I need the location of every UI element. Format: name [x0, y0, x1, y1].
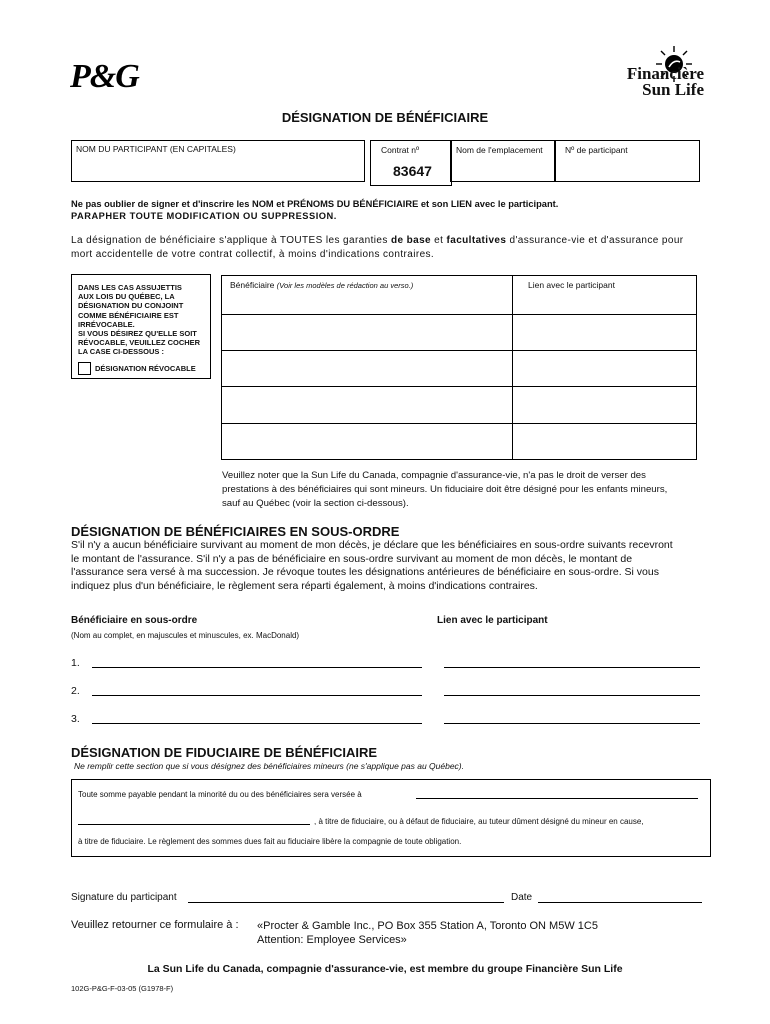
trustee-line3: à titre de fiduciaire. Le règlement des sommes dues fait au fiduciaire libère la compagnie de toute obligation. [78, 837, 462, 846]
quebec-line-6: SI VOUS DÉSIREZ QU'ELLE SOIT [78, 329, 197, 339]
trustee-line1: Toute somme payable pendant la minorité du ou des bénéficiaires sera versée à [78, 790, 362, 799]
location-field[interactable] [450, 140, 556, 182]
minor-note-line1: Veuillez noter que la Sun Life du Canada, compagnie d'assurance-vie, n'a pas le droit de verser des [222, 470, 646, 481]
sunlife-logo-line1: Financière [626, 64, 704, 83]
contingent-name-2[interactable] [92, 695, 422, 696]
form-code: 102G-P&G-F-03-05 (G1978-F) [71, 984, 174, 993]
participant-number-field[interactable] [554, 140, 700, 182]
contingent-relationship-1[interactable] [444, 667, 700, 668]
contingent-row-number-3: 3. [71, 713, 80, 725]
beneficiary-name-2[interactable] [222, 315, 512, 350]
location-label: Nom de l'emplacement [456, 145, 543, 155]
beneficiary-name-3[interactable] [222, 351, 512, 386]
sunlife-logo [572, 66, 704, 98]
beneficiary-note: (Voir les modèles de rédaction au verso.) [276, 281, 414, 290]
participant-name-field[interactable] [71, 140, 365, 182]
revocable-checkbox[interactable] [78, 362, 91, 375]
return-address-line1: «Procter & Gamble Inc., PO Box 355 Station A, Toronto ON M5W 1C5 [257, 920, 598, 932]
contract-label: Contrat nº [381, 145, 420, 155]
beneficiary-name-4[interactable] [222, 387, 512, 423]
signature-label: Signature du participant [71, 892, 177, 903]
beneficiary-name-5[interactable] [222, 424, 512, 459]
contingent-name-3[interactable] [92, 723, 422, 724]
contingent-name-hint: (Nom au complet, en majuscules et minuscules, ex. MacDonald) [71, 631, 300, 640]
trustee-line2: , à titre de fiduciaire, ou à défaut de fiduciaire, au tuteur dûment désigné du mineur en cause, [314, 817, 644, 826]
date-field[interactable] [538, 902, 702, 903]
beneficiary-table [221, 275, 697, 460]
quebec-line-7: RÉVOCABLE, VEUILLEZ COCHER [78, 338, 201, 348]
relationship-column-header: Lien avec le participant [528, 280, 615, 290]
beneficiary-name-1[interactable] [222, 276, 512, 314]
quebec-line-2: AUX LOIS DU QUÉBEC, LA [78, 292, 175, 302]
minor-beneficiary-note [222, 469, 667, 511]
coverage-text-a: La désignation de bénéficiaire s'applique à TOUTES les garanties [71, 235, 391, 246]
quebec-line-1: DANS LES CAS ASSUJETTIS [78, 283, 182, 292]
contingent-line3: l'assurance sera versé à ma succession. Je révoque toutes les désignations antérieures de bénéficiaire en sous-ordre. Si vous [71, 566, 659, 578]
quebec-line-5: IRRÉVOCABLE. [78, 319, 135, 329]
contingent-beneficiary-label: Bénéficiaire en sous-ordre [71, 615, 198, 626]
contingent-line2: le montant de l'assurance. S'il n'y a pas de bénéficiaire en sous-ordre survivant au moment de mon décès, le montant de [71, 552, 633, 565]
page-title: DÉSIGNATION DE BÉNÉFICIAIRE [281, 110, 489, 125]
return-address-line2: Attention: Employee Services» [257, 934, 407, 946]
signature-field[interactable] [188, 902, 504, 903]
contract-value: 83647 [393, 163, 432, 179]
quebec-line-4: COMME BÉNÉFICIAIRE EST [78, 310, 179, 320]
instruction-line1: Ne pas oublier de signer et d'inscrire les NOM et PRÉNOMS DU BÉNÉFICIAIRE et son LIEN avec le participant. [71, 199, 559, 209]
participant-number-label: Nº de participant [565, 145, 628, 155]
coverage-text-line2: mort accidentelle de votre contrat collectif, à moins d'indications contraires. [71, 249, 435, 260]
return-label: Veuillez retourner ce formulaire à : [71, 919, 239, 931]
coverage-text-e: d'assurance-vie et d'assurance pour [506, 235, 684, 246]
participant-name-label: NOM DU PARTICIPANT (EN CAPITALES) [76, 144, 236, 154]
contingent-row-number-2: 2. [71, 685, 80, 697]
trustee-section-heading: DÉSIGNATION DE FIDUCIAIRE DE BÉNÉFICIAIRE [71, 745, 378, 760]
contingent-line1: S'il n'y a aucun bénéficiaire survivant au moment de mon décès, je déclare que les bénéficiaires en sous-ordre suivants recevront [71, 539, 673, 551]
minor-note-line3: sauf au Québec (voir la section ci-dessous). [222, 498, 409, 509]
coverage-paragraph [71, 234, 711, 262]
contingent-section-heading: DÉSIGNATION DE BÉNÉFICIAIRES EN SOUS-ORDRE [71, 524, 400, 539]
contingent-row-number-1: 1. [71, 657, 80, 669]
pg-logo: P&G [70, 58, 139, 95]
date-label: Date [511, 892, 533, 903]
trustee-box [71, 779, 711, 857]
trustee-name-field-2[interactable] [78, 824, 310, 825]
quebec-line-8: LA CASE CI-DESSOUS : [78, 347, 164, 357]
coverage-text-c: et [431, 235, 447, 246]
quebec-notice-text [78, 283, 210, 357]
return-address [257, 919, 598, 947]
trustee-section-note: Ne remplir cette section que si vous désignez des bénéficiaires mineurs (ne s'applique pas au Québec). [74, 761, 464, 771]
contingent-name-1[interactable] [92, 667, 422, 668]
contingent-relationship-3[interactable] [444, 723, 700, 724]
footer-membership: La Sun Life du Canada, compagnie d'assurance-vie, est membre du groupe Financière Sun Life [147, 963, 623, 975]
instruction-line2: PARAPHER TOUTE MODIFICATION OU SUPPRESSION. [71, 211, 337, 221]
quebec-line-3: DÉSIGNATION DU CONJOINT [78, 301, 184, 311]
contingent-relationship-label: Lien avec le participant [437, 615, 548, 626]
contingent-relationship-2[interactable] [444, 695, 700, 696]
minor-note-line2: prestations à des bénéficiaires qui sont mineurs. Un fiduciaire doit être désigné pour les enfants mineurs, [222, 484, 668, 495]
contingent-line4: indiquez plus d'un bénéficiaire, le règlement sera réparti également, à moins d'indications contraires. [71, 579, 538, 592]
contingent-section-text [71, 539, 711, 593]
sunlife-logo-line2: Sun Life [642, 80, 704, 99]
coverage-text-base: de base [390, 235, 431, 246]
contract-field[interactable] [370, 140, 452, 186]
coverage-text-optional: facultatives [446, 235, 507, 246]
quebec-notice-box [71, 274, 211, 379]
beneficiary-label: Bénéficiaire [230, 280, 275, 290]
trustee-name-field[interactable] [416, 798, 698, 799]
revocable-checkbox-label: DÉSIGNATION RÉVOCABLE [95, 364, 196, 373]
